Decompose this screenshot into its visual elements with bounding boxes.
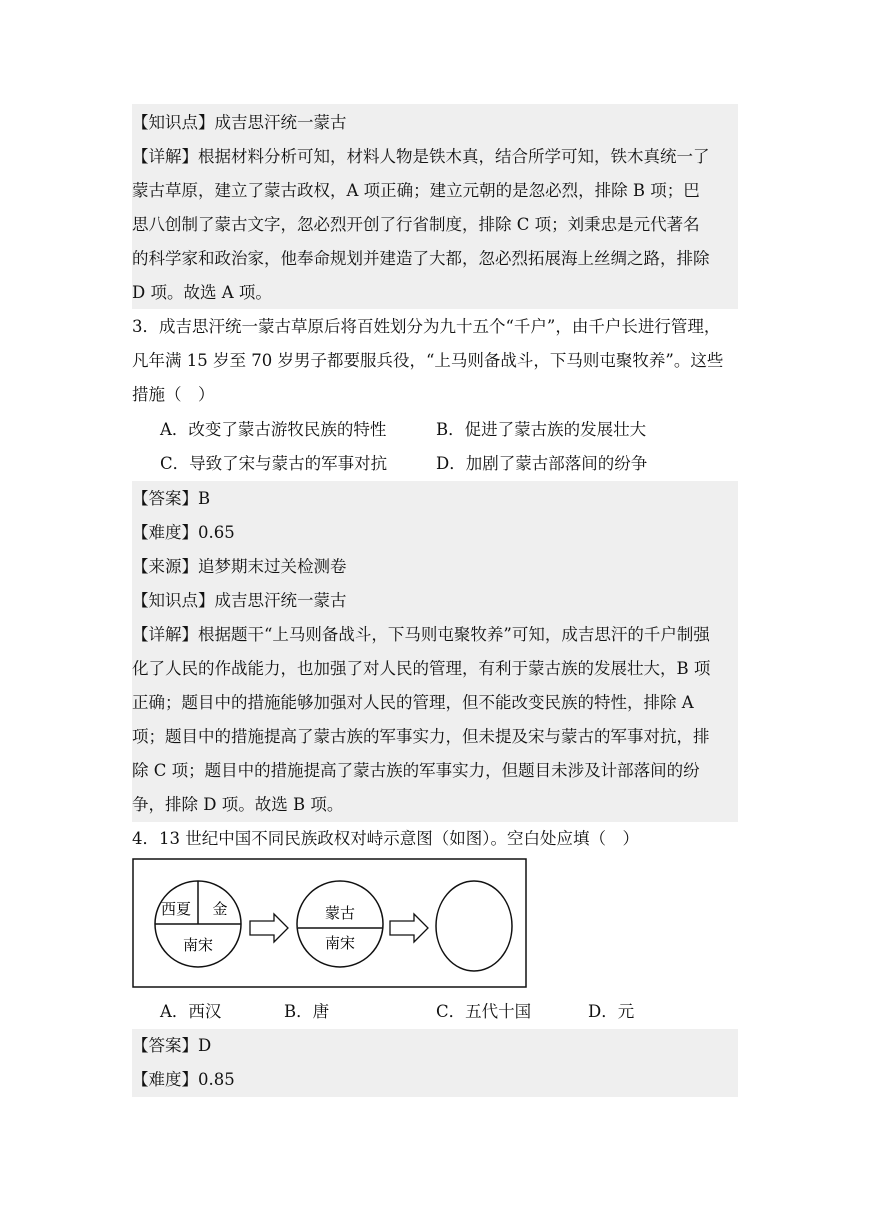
knowledge-point: 【知识点】成吉思汗统一蒙古 (132, 591, 347, 610)
knowledge-point: 【知识点】成吉思汗统一蒙古 (132, 113, 347, 132)
label-jin: 金 (212, 900, 228, 918)
detail-line: 除 C 项；题目中的措施提高了蒙古族的军事实力，但题目未涉及计部落间的纷 (132, 761, 700, 780)
option-a: A．西汉 (160, 1002, 222, 1021)
detail-line: 蒙古草原，建立了蒙古政权，A 项正确；建立元朝的是忽必烈，排除 B 项；巴 (132, 181, 700, 200)
label-nansong: 南宋 (324, 934, 356, 952)
question-3-stem: 3．成吉思汗统一蒙古草原后将百姓划分为九十五个“千户”，由千户长进行管理， (132, 317, 721, 336)
detail-line: 【详解】根据材料分析可知，材料人物是铁木真，结合所学可知，铁木真统一了 (132, 147, 710, 166)
difficulty: 【难度】0.85 (132, 1070, 235, 1089)
regime-diagram (132, 858, 528, 988)
option-b: B．促进了蒙古族的发展壮大 (436, 420, 647, 439)
detail-line: 争，排除 D 项。故选 B 项。 (132, 795, 344, 814)
answer: 【答案】D (132, 1036, 212, 1055)
difficulty: 【难度】0.65 (132, 523, 235, 542)
option-c: C．导致了宋与蒙古的军事对抗 (160, 454, 388, 473)
question-4-stem: 4．13 世纪中国不同民族政权对峙示意图（如图）。空白处应填（ ） (132, 829, 639, 848)
detail-line: 正确；题目中的措施能够加强对人民的管理，但不能改变民族的特性，排除 A (132, 693, 694, 712)
option-d: D．加剧了蒙古部落间的纷争 (436, 454, 648, 473)
question-3-stem: 凡年满 15 岁至 70 岁男子都要服兵役，“上马则备战斗，下马则屯聚牧养”。这些 (132, 351, 724, 370)
option-c: C．五代十国 (436, 1002, 532, 1021)
label-menggu: 蒙古 (324, 904, 356, 922)
detail-line: D 项。故选 A 项。 (132, 283, 272, 302)
detail-line: 的科学家和政治家，他奉命规划并建造了大都，忽必烈拓展海上丝绸之路，排除 (132, 249, 710, 268)
detail-line: 【详解】根据题干“上马则备战斗，下马则屯聚牧养”可知，成吉思汗的千户制强 (132, 625, 710, 644)
option-d: D．元 (588, 1002, 635, 1021)
detail-line: 项；题目中的措施提高了蒙古族的军事实力，但未提及宋与蒙古的军事对抗，排 (132, 727, 710, 746)
label-nansong: 南宋 (182, 936, 214, 954)
answer: 【答案】B (132, 489, 211, 508)
question-3-stem: 措施（ ） (132, 385, 215, 404)
option-a: A．改变了蒙古游牧民族的特性 (160, 420, 387, 439)
circle-blank (436, 881, 512, 971)
source: 【来源】追梦期末过关检测卷 (132, 557, 347, 576)
detail-line: 思八创制了蒙古文字，忽必烈开创了行省制度，排除 C 项；刘秉忠是元代著名 (132, 215, 700, 234)
circle-period-2 (297, 881, 383, 967)
option-b: B．唐 (284, 1002, 330, 1021)
label-xixia: 西夏 (160, 900, 192, 918)
detail-line: 化了人民的作战能力，也加强了对人民的管理，有利于蒙古族的发展壮大，B 项 (132, 659, 711, 678)
